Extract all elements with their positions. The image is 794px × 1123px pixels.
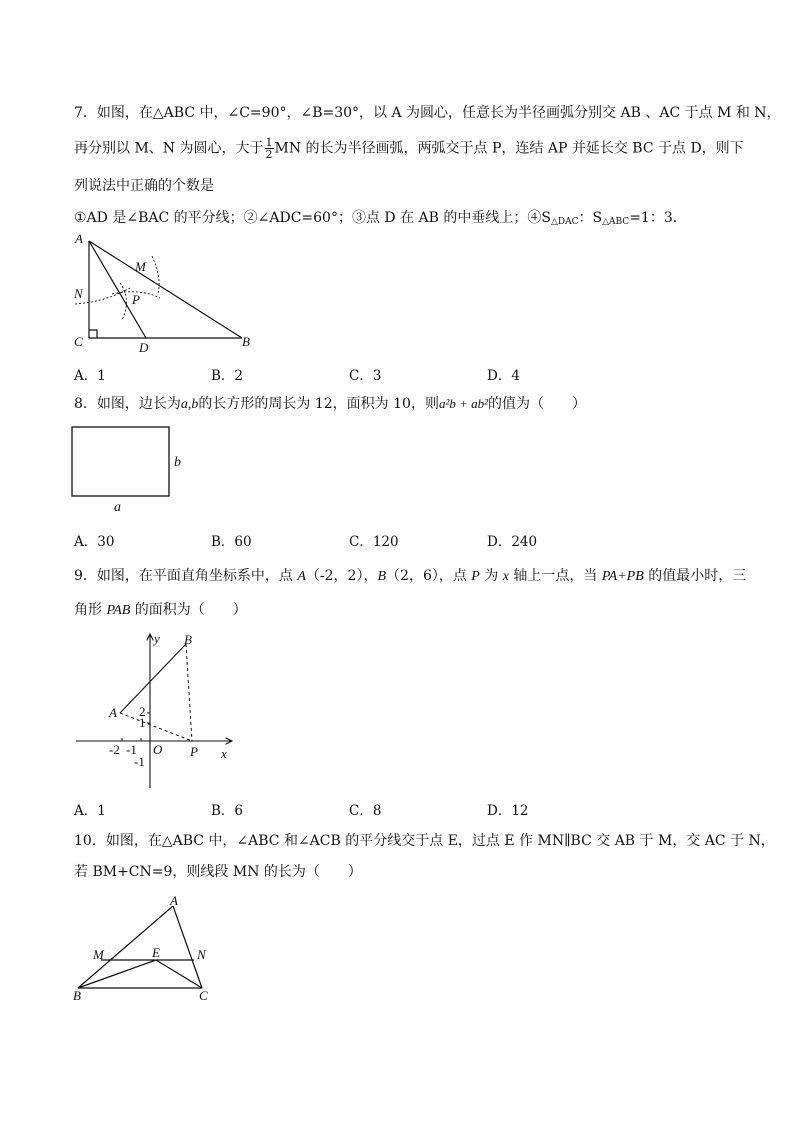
tick-label-m1: -1 xyxy=(126,742,137,757)
segment-AP xyxy=(120,713,192,741)
label-D: D xyxy=(139,340,149,355)
label-B: B xyxy=(242,334,250,349)
label-E: E xyxy=(152,945,160,960)
q9-text-b: （-2，2）， xyxy=(305,568,378,584)
q7-line-3: 列说法中正确的个数是 xyxy=(74,178,214,194)
q9-point-P: P xyxy=(471,569,480,584)
q7-option-b: B．2 xyxy=(211,368,244,384)
q7-option-d: D．4 xyxy=(487,368,520,384)
q9-text-c: （2，6），点 xyxy=(386,568,472,584)
frac-den: 2 xyxy=(265,148,273,161)
label-P: P xyxy=(132,292,140,307)
q7-line-1: 7．如图，在△ABC 中，∠C=90°，∠B=30°，以 A 为圆心，任意长为半径画弧分别交 AB 、AC 于点 M 和 N， xyxy=(74,105,781,121)
sub-dac: △DAC xyxy=(550,217,579,227)
q7-line-2-a: 再分别以 M、N 为圆心，大于 xyxy=(74,140,264,157)
q8-text-a: 8．如图，边长为 xyxy=(74,396,181,412)
q7-line-2-b: MN 的长为半径画弧，两弧交于点 P，连结 AP 并延长交 BC 于点 D，则下 xyxy=(274,140,744,157)
q8-line-1 xyxy=(74,394,586,415)
label-y: y xyxy=(154,631,160,646)
tick-label-y-m1: -1 xyxy=(134,754,145,769)
q9-x: x xyxy=(502,569,509,584)
q8-text-c: 的值为（ ） xyxy=(488,396,587,412)
q9-option-b: B．6 xyxy=(211,803,244,819)
q7-figure xyxy=(70,228,270,358)
label-b: b xyxy=(174,455,181,470)
q10-figure xyxy=(70,892,220,1007)
q9-pa-pb: PA+PB xyxy=(601,569,644,584)
label-O: O xyxy=(153,742,163,757)
q7-line-4-c: =1：3． xyxy=(629,210,687,226)
segment-AB xyxy=(89,241,242,338)
q8-option-d: D．240 xyxy=(487,534,538,550)
label-B: B xyxy=(184,632,192,647)
label-P: P xyxy=(190,744,198,759)
q8-text-b: 的长方形的周长为 12，面积为 10，则 xyxy=(198,396,439,412)
label-C: C xyxy=(199,988,208,1003)
label-N: N xyxy=(74,286,83,301)
q8-figure xyxy=(70,424,200,514)
label-N: N xyxy=(197,947,206,962)
segment-AB xyxy=(120,644,186,713)
segment-AD xyxy=(89,241,146,338)
q10-line-1: 10．如图，在△ABC 中，∠ABC 和∠ACB 的平分线交于点 E，过点 E 作 MN∥BC 交 AB 于 M，交 AC 于 N， xyxy=(74,833,775,849)
q9-text-g: 角形 xyxy=(74,602,107,618)
q9-option-c: C．8 xyxy=(349,803,382,819)
q9-options xyxy=(74,799,714,819)
fraction-one-half xyxy=(265,137,274,160)
frac-num: 1 xyxy=(265,136,273,149)
label-a: a xyxy=(114,500,121,515)
q9-figure xyxy=(70,628,240,798)
q7-line-2 xyxy=(74,137,744,160)
arc-m xyxy=(152,256,159,293)
q7-line-4-b: ：S xyxy=(578,210,603,226)
rectangle xyxy=(72,427,169,496)
segment-EC xyxy=(156,960,202,988)
q8-option-a: A．30 xyxy=(74,534,115,550)
q7-option-c: C．3 xyxy=(349,368,382,384)
sub-abc: △ABC xyxy=(602,217,630,227)
label-A: A xyxy=(75,231,83,246)
q7-options xyxy=(74,364,714,384)
label-M: M xyxy=(93,947,104,962)
label-A: A xyxy=(170,893,178,908)
q9-point-B: B xyxy=(377,569,387,584)
label-A: A xyxy=(109,705,117,720)
q9-text-h: 的面积为（ ） xyxy=(130,602,247,618)
q8-option-b: B．60 xyxy=(211,534,252,550)
tick-label-2: 2 xyxy=(139,704,146,719)
q9-point-A: A xyxy=(297,569,306,584)
q9-line-1 xyxy=(74,566,746,587)
q9-option-a: A．1 xyxy=(74,803,106,819)
tick-label-1: 1 xyxy=(139,715,146,730)
label-M: M xyxy=(135,259,146,274)
label-B: B xyxy=(73,988,81,1003)
arc-p1 xyxy=(120,283,127,320)
q10-line-2: 若 BM+CN=9，则线段 MN 的长为（ ） xyxy=(74,864,362,880)
q8-expression: a²b + ab² xyxy=(438,396,489,411)
tick-label-m2: -2 xyxy=(109,742,120,757)
q7-option-a: A．1 xyxy=(74,368,106,384)
segment-BE xyxy=(78,960,156,988)
q8-ab: a,b xyxy=(180,397,199,412)
q8-options xyxy=(74,530,714,550)
q9-option-d: D．12 xyxy=(487,803,529,819)
q9-text-e: 轴上一点，当 xyxy=(508,568,602,584)
q9-text-a: 9．如图，在平面直角坐标系中，点 xyxy=(74,568,298,584)
label-x: x xyxy=(221,746,227,761)
right-angle-mark xyxy=(89,330,97,338)
q9-text-f: 的值最小时，三 xyxy=(643,568,747,584)
q9-text-d: 为 xyxy=(479,568,503,584)
q9-pab: PAB xyxy=(106,603,131,618)
q7-line-4-a: ①AD 是∠BAC 的平分线；②∠ADC=60°；③点 D 在 AB 的中垂线上；④S xyxy=(74,210,551,226)
segment-BP xyxy=(186,644,192,741)
q9-line-2 xyxy=(74,600,247,621)
q8-option-c: C．120 xyxy=(349,534,399,550)
label-C: C xyxy=(74,334,83,349)
